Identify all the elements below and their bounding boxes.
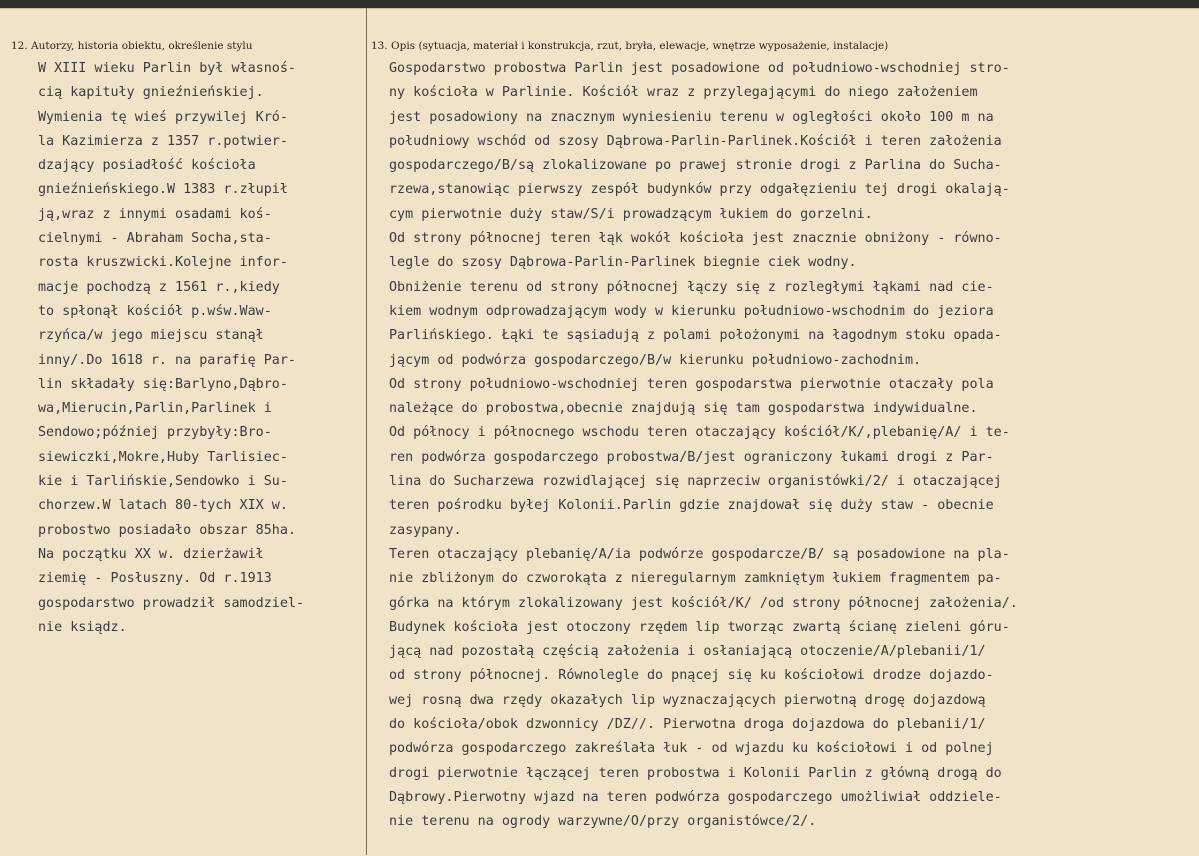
text-line: W XIII wieku Parlin był własnoś- [38, 61, 296, 76]
text-line: Od strony południowo-wschodniej teren gospodarstwa pierwotnie otaczały pola [389, 376, 994, 392]
column-divider [366, 8, 367, 855]
section-13-text [389, 57, 1018, 835]
text-line: inny/.Do 1618 r. na parafię Par- [38, 352, 296, 368]
text-line: jącym od podwórza gospodarczego/B/w kierunku południowo-zachodnim. [389, 352, 922, 368]
text-line: probostwo posiadało obszar 85ha. [38, 522, 296, 538]
text-line: Wymienia tę wieś przywilej Kró- [38, 109, 288, 125]
section-12-header: 12. Autorzy, historia obiektu, określenie stylu [11, 40, 253, 52]
text-line: cym pierwotnie duży staw/S/i prowadzącym łukiem do gorzelni. [389, 206, 873, 222]
text-line: Parlińskiego. Łąki te sąsiadują z polami położonymi na łagodnym stoku opada- [389, 328, 1002, 344]
text-line: nie ksiądz. [38, 619, 127, 635]
text-line: kiem wodnym odprowadzającym wody w kierunku południowo-wschodnim do jeziora [389, 303, 994, 319]
text-line: nie zbliżonym do czworokąta z nieregularnym zamkniętym łukiem fragmentem pa- [389, 571, 1002, 587]
text-line: gospodarstwo prowadził samodziel- [38, 595, 305, 611]
text-line: ją,wraz z innymi osadami koś- [38, 206, 272, 222]
text-line: Od północy i północnego wschodu teren otaczający kościół/K/,plebanię/A/ i te- [389, 425, 1010, 441]
text-line: Teren otaczający plebanię/A/ia podwórze gospodarcze/B/ są posadowione na pla- [389, 546, 1010, 562]
text-line: górka na którym zlokalizowany jest kościół/K/ /od strony północnej założenia/. [389, 595, 1018, 611]
text-line: ny kościoła w Parlinie. Kościół wraz z przylegającymi do niego założeniem [389, 85, 978, 101]
text-line: teren pośrodku byłej Kolonii.Parlin gdzie znajdował się duży staw - obecnie [389, 498, 994, 514]
text-line: południowy wschód od szosy Dąbrowa-Parlin-Parlinek.Kościół i teren założenia [389, 133, 1002, 149]
text-line: cielnymi - Abraham Socha,sta- [38, 231, 272, 247]
text-line: rzyńca/w jego miejscu stanął [38, 328, 264, 344]
text-line: rosta kruszwicki.Kolejne infor- [38, 255, 288, 271]
text-line: Na początku XX w. dzierżawił [38, 546, 264, 562]
text-line: lin składały się:Barlyno,Dąbro- [38, 376, 288, 392]
text-line: kie i Tarlińskie,Sendowko i Su- [38, 474, 288, 490]
text-line: Od strony północnej teren łąk wokół kościoła jest znacznie obniżony - równo- [389, 231, 1002, 247]
text-line: rzewa,stanowiąc pierwszy zespół budynków przy odgałęzieniu tej drogi okalają- [389, 182, 1010, 198]
text-line: ren podwórza gospodarczego probostwa/B/jest ograniczony łukami drogi z Par- [389, 449, 994, 465]
text-line: zasypany. [389, 522, 462, 538]
text-line: cią kapituły gnieźnieńskiej. [38, 85, 264, 101]
text-line: wa,Mierucin,Parlin,Parlinek i [38, 401, 272, 417]
text-line: Dąbrowy.Pierwotny wjazd na teren podwórza gospodarczego umożliwiał oddziele- [389, 789, 1002, 805]
text-line: drogi pierwotnie łączącej teren probostwa i Kolonii Parlin z główną drogą do [389, 765, 1002, 781]
text-line: od strony północnej. Równolegle do pnącej się ku kościołowi drodze dojazdo- [389, 668, 994, 684]
text-line: jącą nad pozostałą częścią założenia i osłaniającą otoczenie/A/plebanii/1/ [389, 644, 986, 660]
scan-top-edge [0, 0, 1199, 8]
text-line: gnieźnieńskiego.W 1383 r.złupił [38, 182, 288, 198]
text-line: dzający posiadłość kościoła [38, 158, 256, 174]
text-line: siewiczki,Mokre,Huby Tarlisiec- [38, 449, 288, 465]
text-line: wej rosną dwa rzędy okazałych lip wyznaczających pierwotną drogę dojazdową [389, 692, 986, 708]
text-line: Gospodarstwo probostwa Parlin jest posadowione od południowo-wschodniej stro- [389, 61, 1010, 76]
text-line: podwórza gospodarczego zakreślała łuk - od wjazdu ku kościołowi i od polnej [389, 741, 994, 757]
text-line: chorzew.W latach 80-tych XIX w. [38, 498, 288, 514]
text-line: Obniżenie terenu od strony północnej łączy się z rozległymi łąkami nad cie- [389, 279, 994, 295]
section-13-header: 13. Opis (sytuacja, materiał i konstrukcja, rzut, bryła, elewacje, wnętrze wyposażenie, instalacje) [371, 40, 889, 52]
text-line: ziemię - Posłuszny. Od r.1913 [38, 571, 272, 587]
text-line: legle do szosy Dąbrowa-Parlin-Parlinek biegnie ciek wodny. [389, 255, 857, 271]
text-line: Budynek kościoła jest otoczony rzędem lip tworząc zwartą ścianę zieleni góru- [389, 619, 1010, 635]
text-line: to spłonął kościół p.wśw.Waw- [38, 303, 272, 319]
text-line: jest posadowiony na znacznym wyniesieniu terenu w ogległości około 100 m na [389, 109, 994, 125]
text-line: Sendowo;później przybyły:Bro- [38, 425, 272, 441]
text-line: lina do Sucharzewa rozwidlającej się naprzeciw organistówki/2/ i otaczającej [389, 474, 1002, 490]
text-line: gospodarczego/B/są zlokalizowane po prawej stronie drogi z Parlina do Sucha- [389, 158, 1002, 174]
text-line: la Kazimierza z 1357 r.potwier- [38, 133, 288, 149]
text-line: macje pochodzą z 1561 r.,kiedy [38, 279, 280, 295]
text-line: należące do probostwa,obecnie znajdują się tam gospodarstwa indywidualne. [389, 401, 978, 417]
section-12-text [38, 57, 304, 640]
text-line: do kościoła/obok dzwonnicy /DZ//. Pierwotna droga dojazdowa do plebanii/1/ [389, 717, 986, 733]
text-line: nie terenu na ogrody warzywne/O/przy organistówce/2/. [389, 814, 817, 830]
